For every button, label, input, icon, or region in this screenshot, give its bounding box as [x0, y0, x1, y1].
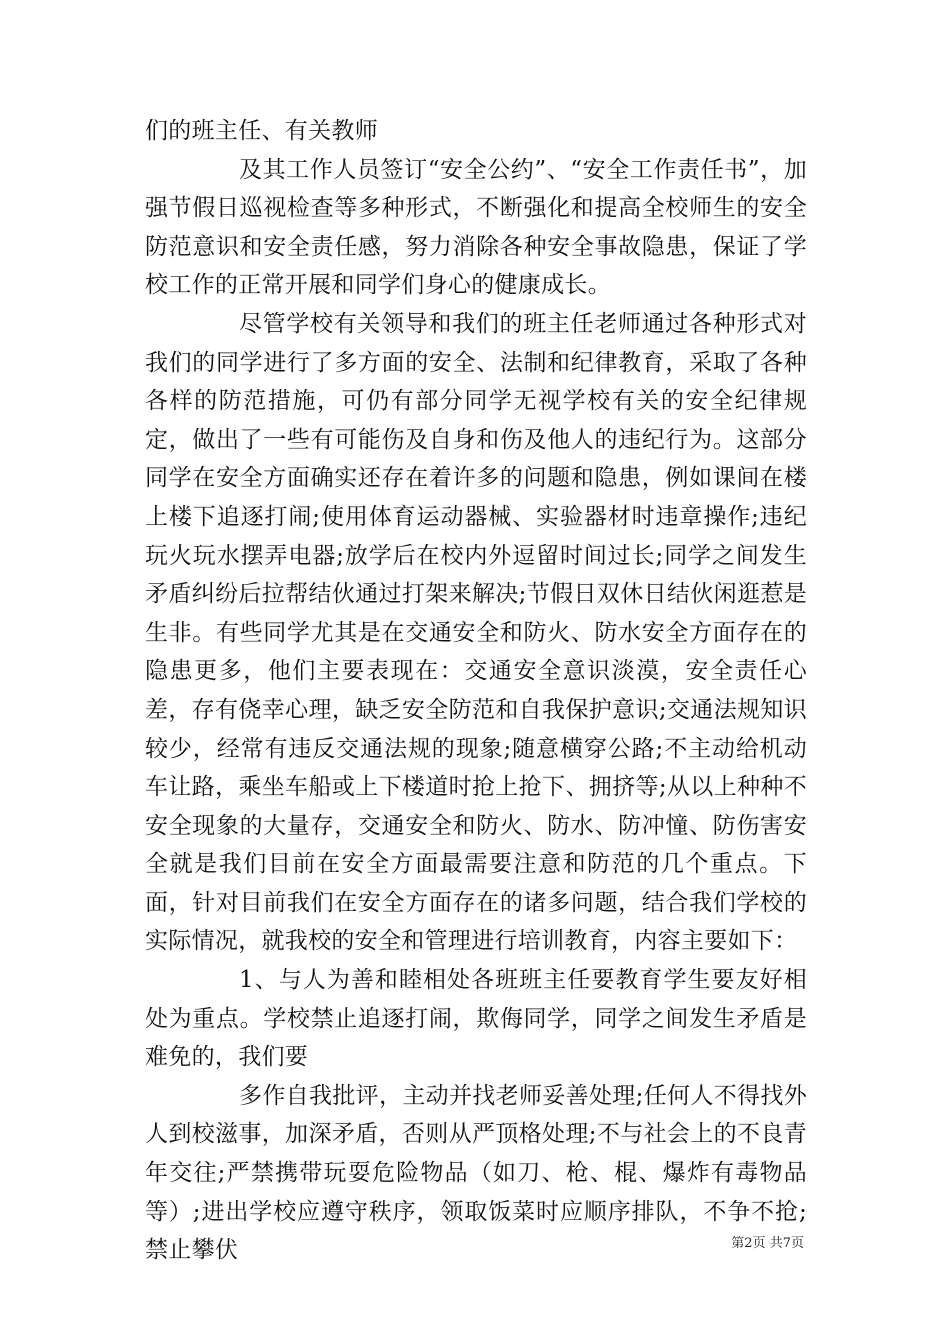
paragraph-continuation: 们的班主任、有关教师 [145, 118, 378, 144]
footer-total-pages: 7 [782, 1236, 791, 1251]
paragraph-safety-issues: 尽管学校有关领导和我们的班主任老师通过各种形式对我们的同学进行了多方面的安全、法制和纪律教育，采取了各种各样的防范措施，可仍有部分同学无视学校有关的安全纪律规定，做出了一些有可能伤及自身和伤及他人的违纪行为。这部分同学在安全方面确实还存在着许多的问题和隐患，例如课间在楼上楼下追逐打闹;使用体育运动器械、实验器材时违章操作;违纪玩火玩水摆弄电器;放学后在校内外逗留时间过长;同学之间发生矛盾纠纷后拉帮结伙通过打架来解决;节假日双休日结伙闲逛惹是生非。有些同学尤其是在交通安全和防火、防水安全方面存在的隐患更多，他们主要表现在：交通安全意识淡漠，安全责任心差，存有侥幸心理，缺乏安全防范和自我保护意识;交通法规知识较少，经常有违反交通法规的现象;随意横穿公路;不主动给机动车让路，乘坐车船或上下楼道时抢上抢下、拥挤等;从以上种种不安全现象的大量存，交通安全和防火、防水、防冲憧、防伤害安全就是我们目前在安全方面最需要注意和防范的几个重点。下面，针对目前我们在安全方面存在的诸多问题，结合我们学校的实际情况，就我校的安全和管理进行培训教育，内容主要如下： [145, 310, 807, 955]
document-body [145, 112, 807, 1270]
page-number-footer [731, 1232, 804, 1251]
paragraph-self-criticism: 多作自我批评，主动并找老师妥善处理;任何人不得找外人到校滋事，加深矛盾，否则从严顶格处理;不与社会上的不良青年交往;严禁携带玩耍危险物品（如刀、枪、棍、爆炸有毒物品等）;进出学校应遵守秩序，领取饭菜时应顺序排队，不争不抢;禁止攀伏 [145, 1082, 807, 1264]
paragraph-safety-agreement: 及其工作人员签订“安全公约”、“安全工作责任书”，加强节假日巡视检查等多种形式，不断强化和提高全校师生的安全防范意识和安全责任感，努力消除各种安全事故隐患，保证了学校工作的正常开展和同学们身心的健康成长。 [145, 156, 807, 299]
footer-prefix: 第 [731, 1236, 745, 1251]
footer-suffix: 页 [790, 1236, 804, 1251]
footer-middle: 页 共 [752, 1236, 783, 1251]
footer-current-page: 2 [744, 1236, 753, 1251]
paragraph-item-1: 1、与人为善和睦相处各班班主任要教育学生要友好相处为重点。学校禁止追逐打闹，欺侮同学，同学之间发生矛盾是难免的，我们要 [145, 967, 807, 1071]
